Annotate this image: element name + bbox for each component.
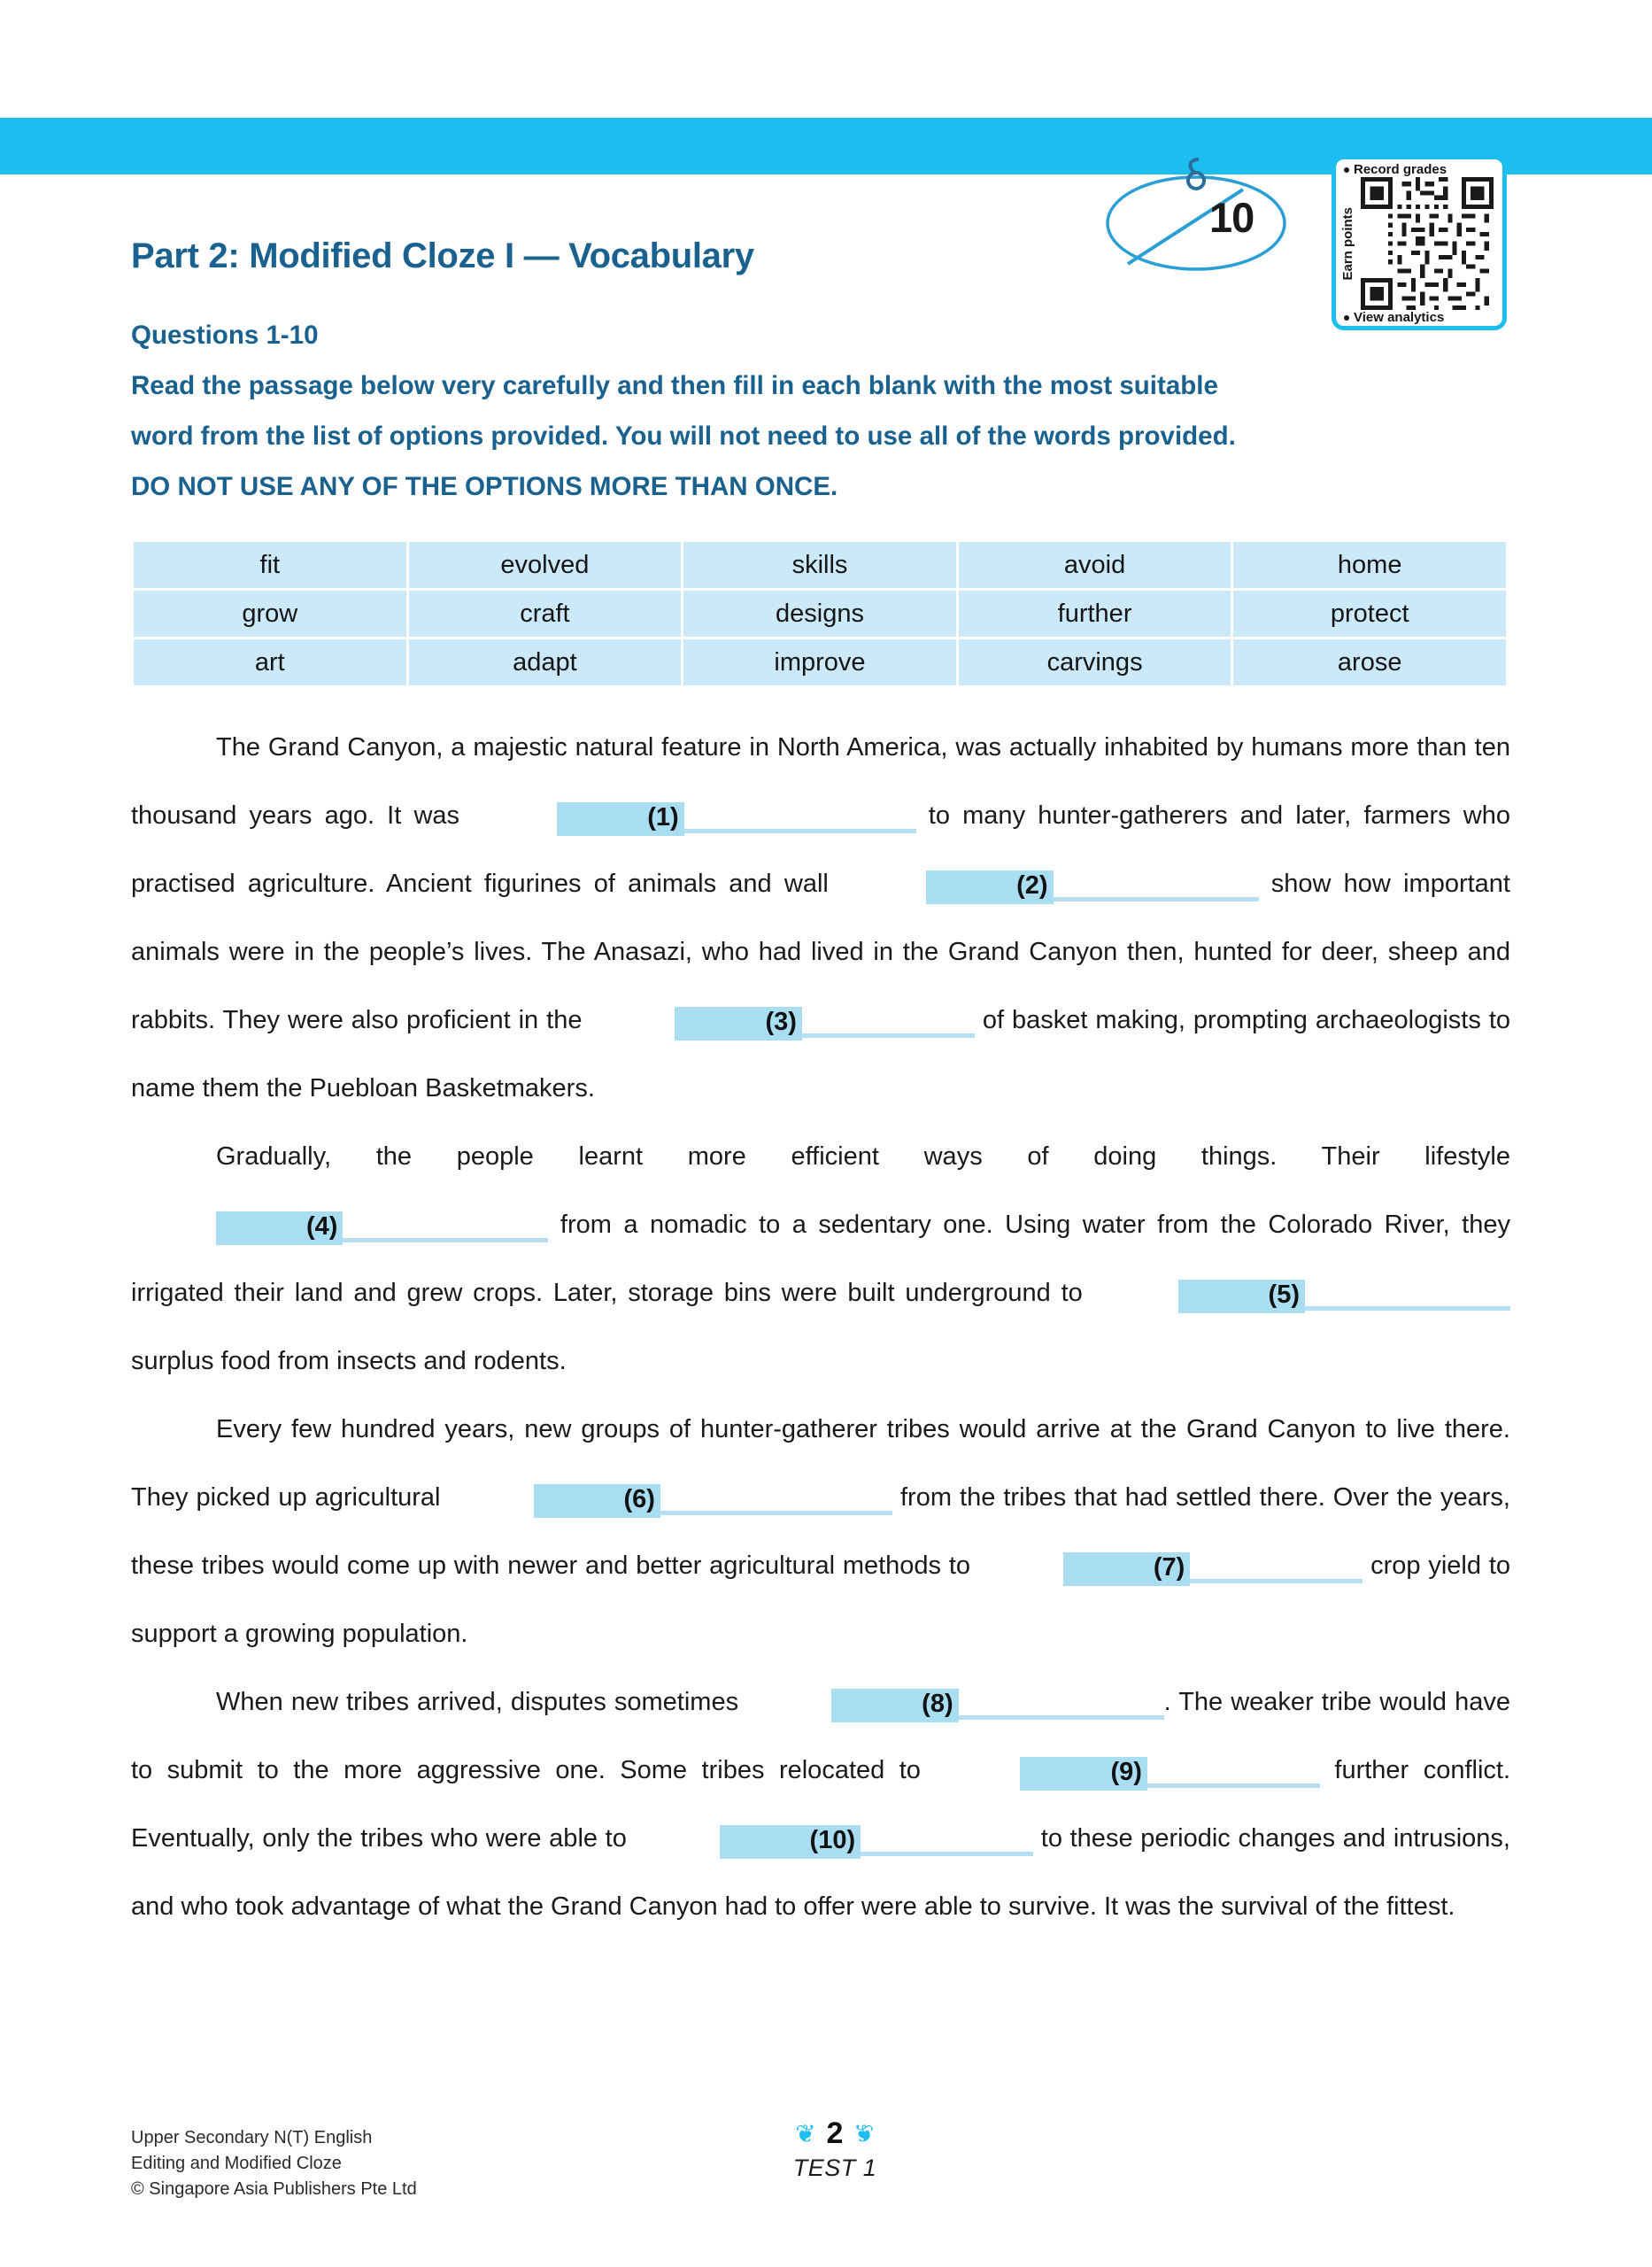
table-row: [134, 542, 1506, 588]
passage-text: to many hunter-gatherers and later, farmers who practised agriculture. Ancient figurines of animals and wall: [131, 801, 1511, 898]
blank-rule[interactable]: [684, 829, 916, 833]
word-cell: home: [1233, 542, 1506, 588]
blank-number-label: (1): [557, 802, 683, 836]
passage-paragraph-4: [131, 1668, 1510, 1941]
blank-number-label: (8): [831, 1689, 958, 1722]
passage-text: show how important animals were in the people’s lives. The Anasazi, who had lived in the Grand Canyon then, hunted for deer, sheep and rabbits. They were also proficient in the: [131, 870, 1510, 1034]
test-label: TEST 1: [792, 2155, 877, 2181]
word-cell: adapt: [409, 639, 682, 685]
blank-number-label: (5): [1178, 1280, 1305, 1313]
blank-rule[interactable]: [959, 1715, 1164, 1720]
table-row: [134, 639, 1506, 685]
word-cell: further: [959, 591, 1231, 637]
word-cell: improve: [683, 639, 956, 685]
blank-number-label: (6): [534, 1484, 660, 1518]
answer-blank-1[interactable]: [472, 782, 915, 850]
page-title: Part 2: Modified Cloze I — Vocabulary: [131, 236, 754, 275]
blank-number-label: (4): [216, 1211, 343, 1245]
blank-number-label: (2): [926, 870, 1053, 904]
bullet-icon: [1344, 167, 1349, 173]
answer-blank-7[interactable]: [978, 1532, 1363, 1600]
answer-blank-9[interactable]: [935, 1737, 1319, 1805]
word-cell: fit: [134, 542, 406, 588]
marks-ellipse-icon: [1101, 158, 1291, 275]
table-row: [134, 591, 1506, 637]
blank-rule[interactable]: [1190, 1579, 1363, 1583]
answer-blank-4[interactable]: [131, 1191, 548, 1259]
passage-paragraph-1: [131, 714, 1510, 1123]
answer-blank-6[interactable]: [449, 1464, 892, 1532]
word-cell: carvings: [959, 639, 1231, 685]
passage-text: surplus food from insects and rodents.: [131, 1347, 567, 1375]
passage-paragraph-3: [131, 1396, 1510, 1668]
cloze-passage: [131, 714, 1510, 1941]
footer-page-block: [737, 2116, 932, 2182]
ornament-flourish-icon: ❦: [795, 2119, 816, 2147]
word-cell: art: [134, 639, 406, 685]
qr-bottom-label: View analytics: [1354, 310, 1445, 325]
word-cell: grow: [134, 591, 406, 637]
word-cell: protect: [1233, 591, 1506, 637]
blank-number-label: (10): [720, 1825, 861, 1859]
instruction-line-1: Read the passage below very carefully and then fill in each blank with the most suitable: [131, 371, 1218, 400]
passage-text: Every few hundred years, new groups of hunter-gatherer tribes would arrive at the Grand Canyon to live there. They picked up agricultural: [131, 1415, 1510, 1512]
footer-line-1: Upper Secondary N(T) English: [131, 2128, 373, 2147]
page-number: 2: [826, 2116, 844, 2150]
passage-text: further conflict. Eventually, only the tribes who were able to: [131, 1756, 1511, 1853]
passage-paragraph-2: [131, 1123, 1510, 1396]
blank-number-label: (9): [1020, 1757, 1146, 1791]
passage-text: from the tribes that had settled there. Over the years, these tribes would come up with newer and better agricultural methods to: [131, 1483, 1510, 1580]
marks-value: 10: [1209, 194, 1254, 241]
word-bank-table: [131, 539, 1509, 688]
blank-rule[interactable]: [1054, 897, 1259, 901]
blank-rule[interactable]: [802, 1033, 975, 1038]
answer-blank-3[interactable]: [590, 986, 974, 1055]
qr-top-label: Record grades: [1354, 162, 1447, 177]
blank-rule[interactable]: [1147, 1783, 1320, 1788]
word-cell: avoid: [959, 542, 1231, 588]
qr-code-icon[interactable]: [1356, 177, 1498, 310]
blank-rule[interactable]: [660, 1511, 892, 1515]
answer-blank-2[interactable]: [841, 850, 1258, 918]
instruction-line-3: DO NOT USE ANY OF THE OPTIONS MORE THAN ONCE.: [131, 472, 838, 501]
passage-text: . The weaker tribe would have to submit to the more aggressive one. Some tribes relocated to: [131, 1688, 1510, 1784]
blank-rule[interactable]: [861, 1852, 1033, 1856]
passage-text: Gradually, the people learnt more efficient ways of doing things. Their lifestyle: [216, 1142, 1510, 1171]
passage-text: to these periodic changes and intrusions, and who took advantage of what the Grand Canyon had to offer were able to survive. It was the survival of the fittest.: [131, 1824, 1510, 1921]
passage-text: crop yield to support a growing population.: [131, 1551, 1510, 1648]
word-cell: skills: [683, 542, 956, 588]
answer-blank-8[interactable]: [746, 1668, 1163, 1737]
word-cell: designs: [683, 591, 956, 637]
answer-blank-10[interactable]: [635, 1805, 1034, 1873]
qr-side-label: Earn points: [1340, 206, 1355, 281]
instruction-line-2: word from the list of options provided. You will not need to use all of the words provided.: [131, 422, 1236, 451]
qr-record-grades-line: [1340, 163, 1498, 176]
passage-text: The Grand Canyon, a majestic natural feature in North America, was actually inhabited by humans more than ten thousand years ago. It was: [131, 733, 1510, 830]
ornament-flourish-icon: ❦: [853, 2119, 875, 2147]
blank-rule[interactable]: [343, 1238, 548, 1242]
footer-line-3: © Singapore Asia Publishers Pte Ltd: [131, 2179, 417, 2199]
passage-text: from a nomadic to a sedentary one. Using water from the Colorado River, they irrigated their land and grew crops. Later, storage bins were built underground to: [131, 1211, 1510, 1307]
word-cell: arose: [1233, 639, 1506, 685]
passage-text: When new tribes arrived, disputes sometimes: [216, 1688, 747, 1716]
questions-range-label: Questions 1-10: [131, 321, 319, 350]
footer-line-2: Editing and Modified Cloze: [131, 2154, 342, 2173]
word-cell: craft: [409, 591, 682, 637]
passage-text: of basket making, prompting archaeologists to name them the Puebloan Basketmakers.: [131, 1006, 1511, 1103]
blank-rule[interactable]: [1305, 1306, 1510, 1311]
instructions-block: [131, 310, 1509, 512]
word-cell: evolved: [409, 542, 682, 588]
answer-blank-5[interactable]: [1093, 1259, 1510, 1327]
qr-badge[interactable]: [1332, 155, 1507, 330]
blank-number-label: (7): [1063, 1552, 1190, 1586]
blank-number-label: (3): [675, 1007, 801, 1041]
footer-credits: [131, 2125, 417, 2202]
